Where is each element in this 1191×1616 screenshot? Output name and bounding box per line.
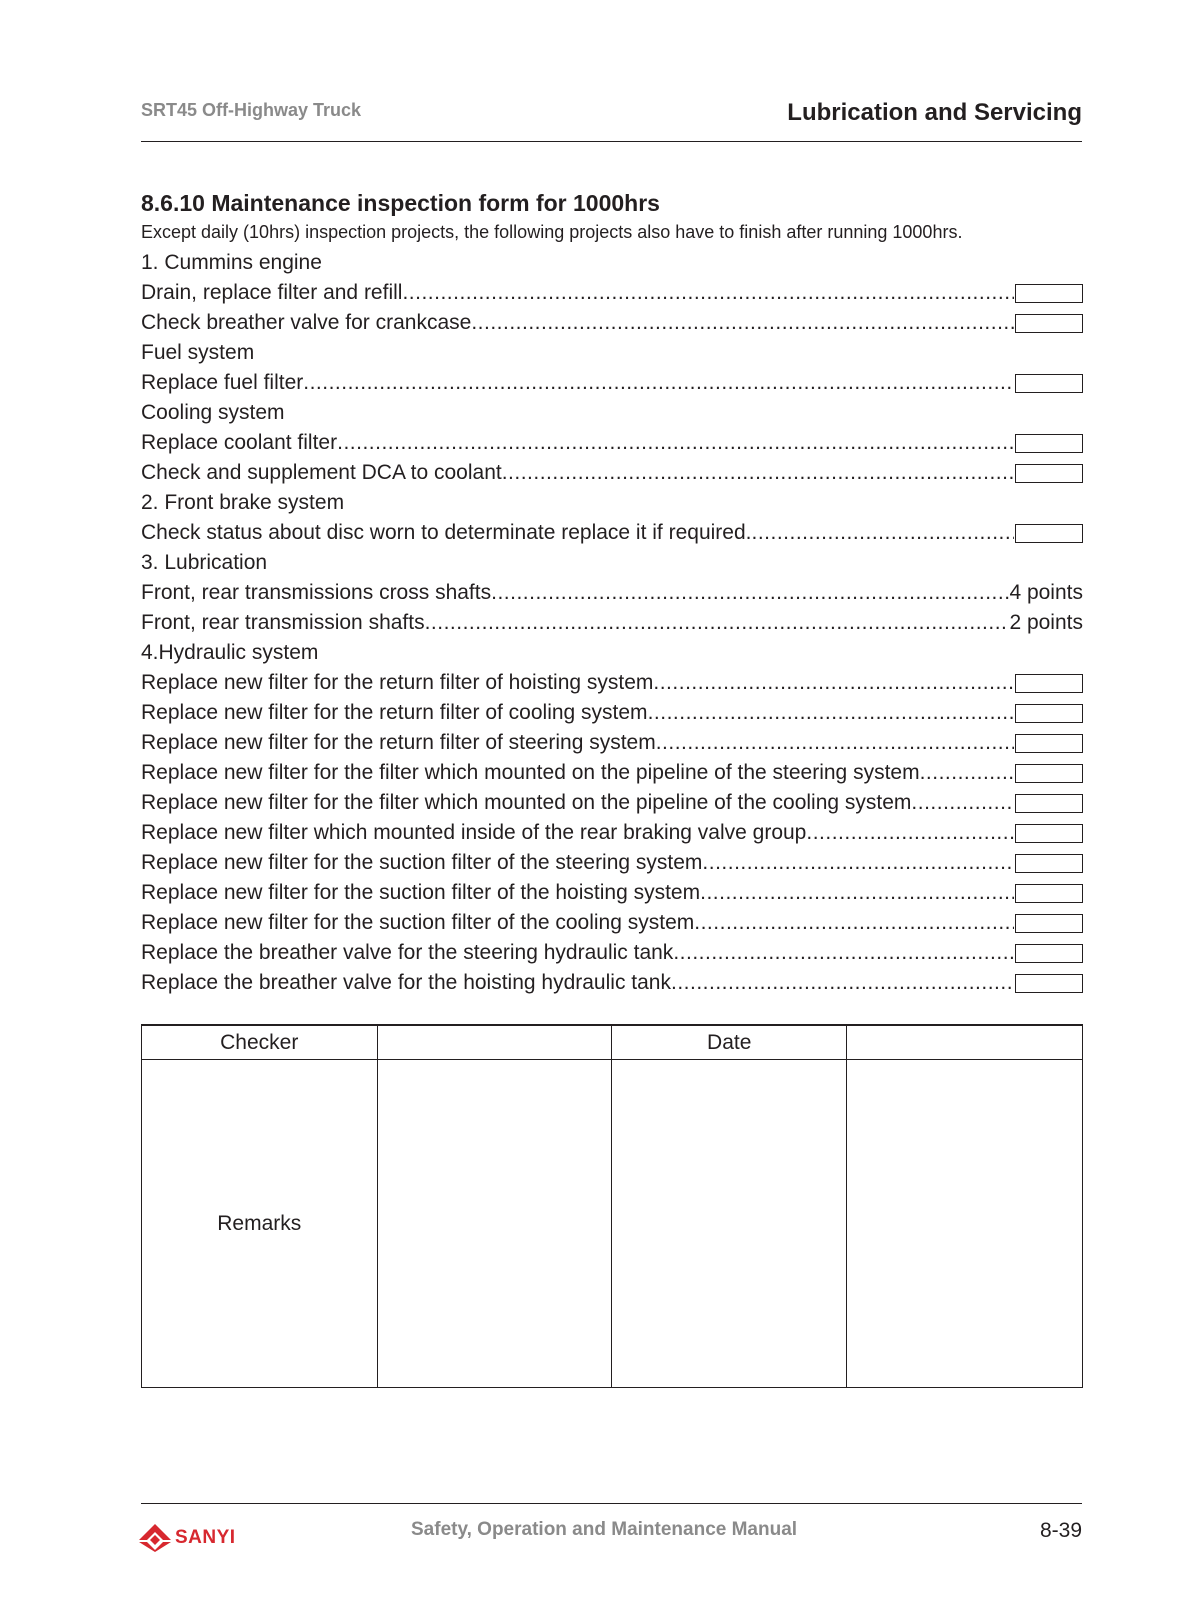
inspection-item	[141, 368, 1083, 398]
inspection-item	[141, 698, 1083, 728]
item-label: Replace new filter for the filter which mounted on the pipeline of the cooling system	[141, 791, 912, 814]
inspection-item	[141, 908, 1083, 938]
item-label: Replace the breather valve for the hoisting hydraulic tank	[141, 971, 671, 994]
remarks-label: Remarks	[142, 1060, 378, 1388]
dot-leader	[471, 308, 1014, 338]
check-box[interactable]	[1015, 914, 1083, 933]
group-heading	[141, 398, 1083, 428]
check-box[interactable]	[1015, 374, 1083, 393]
dot-leader	[806, 818, 1014, 848]
remarks-field-2[interactable]	[611, 1060, 847, 1388]
group-heading	[141, 248, 1083, 278]
dot-leader	[671, 968, 1014, 998]
inspection-item	[141, 848, 1083, 878]
dot-leader	[920, 758, 1014, 788]
inspection-item	[141, 458, 1083, 488]
check-box[interactable]	[1015, 974, 1083, 993]
group-heading	[141, 488, 1083, 518]
dot-leader	[702, 848, 1014, 878]
remarks-field-3[interactable]	[847, 1060, 1083, 1388]
dot-leader	[656, 728, 1014, 758]
page-number: 8-39	[1039, 1519, 1082, 1542]
dot-leader	[303, 368, 1014, 398]
inspection-item	[141, 878, 1083, 908]
item-label: Check and supplement DCA to coolant	[141, 461, 502, 484]
inspection-item	[141, 608, 1083, 638]
remarks-field-1[interactable]	[377, 1060, 611, 1388]
inspection-item	[141, 938, 1083, 968]
check-box[interactable]	[1015, 734, 1083, 753]
item-label: 3. Lubrication	[141, 551, 268, 574]
item-label: Replace new filter for the return filter of steering system	[141, 731, 656, 754]
signoff-table	[141, 1024, 1083, 1388]
dot-leader	[502, 458, 1014, 488]
item-label: Replace fuel filter	[141, 371, 304, 394]
item-label: Replace coolant filter	[141, 431, 338, 454]
dot-leader	[653, 668, 1014, 698]
check-box[interactable]	[1015, 794, 1083, 813]
check-box[interactable]	[1015, 704, 1083, 723]
dot-leader	[337, 428, 1014, 458]
date-label: Date	[611, 1025, 847, 1060]
signoff-row	[142, 1025, 1083, 1060]
inspection-item	[141, 308, 1083, 338]
section-title: 8.6.10 Maintenance inspection form for 1000hrs	[141, 190, 660, 216]
item-label: 2. Front brake system	[141, 491, 345, 514]
item-label: Replace new filter for the filter which mounted on the pipeline of the steering system	[141, 761, 920, 784]
inspection-item	[141, 788, 1083, 818]
dot-leader	[425, 608, 1010, 638]
check-box[interactable]	[1015, 854, 1083, 873]
date-field[interactable]	[847, 1025, 1083, 1060]
inspection-item	[141, 968, 1083, 998]
inspection-item	[141, 668, 1083, 698]
group-heading	[141, 638, 1083, 668]
inspection-list	[141, 248, 1083, 998]
check-box[interactable]	[1015, 764, 1083, 783]
inspection-item	[141, 758, 1083, 788]
item-label: Front, rear transmissions cross shafts	[141, 581, 492, 604]
item-label: 1. Cummins engine	[141, 251, 322, 274]
dot-leader	[648, 698, 1014, 728]
section-intro: Except daily (10hrs) inspection projects, the following projects also have to finish after running 1000hrs.	[141, 222, 963, 242]
inspection-item	[141, 578, 1083, 608]
inspection-item	[141, 728, 1083, 758]
check-box[interactable]	[1015, 314, 1083, 333]
item-label: Replace new filter which mounted inside of the rear braking valve group	[141, 821, 807, 844]
header-chapter: Lubrication and Servicing	[787, 99, 1082, 126]
brand-logo	[139, 1524, 236, 1552]
header-product: SRT45 Off-Highway Truck	[141, 100, 362, 120]
dot-leader	[911, 788, 1014, 818]
item-label: Replace new filter for the suction filter of the cooling system	[141, 911, 695, 934]
checker-field[interactable]	[377, 1025, 611, 1060]
item-value: 2 points	[1009, 611, 1083, 634]
footer-manual-title: Safety, Operation and Maintenance Manual	[411, 1519, 798, 1540]
item-value: 4 points	[1009, 581, 1083, 604]
item-label: 4.Hydraulic system	[141, 641, 319, 664]
header-rule	[141, 141, 1082, 142]
check-box[interactable]	[1015, 464, 1083, 483]
group-heading	[141, 338, 1083, 368]
inspection-item	[141, 278, 1083, 308]
dot-leader	[491, 578, 1009, 608]
footer-rule	[141, 1503, 1082, 1504]
dot-leader	[751, 518, 1014, 548]
item-label: Replace new filter for the suction filter of the hoisting system	[141, 881, 701, 904]
dot-leader	[700, 878, 1014, 908]
item-label: Cooling system	[141, 401, 285, 424]
item-label: Drain, replace filter and refill	[141, 281, 403, 304]
check-box[interactable]	[1015, 524, 1083, 543]
checker-label: Checker	[142, 1025, 378, 1060]
check-box[interactable]	[1015, 284, 1083, 303]
check-box[interactable]	[1015, 944, 1083, 963]
sanyi-logo-icon	[139, 1524, 171, 1552]
item-label: Check breather valve for crankcase	[141, 311, 472, 334]
item-label: Replace new filter for the suction filter of the steering system	[141, 851, 703, 874]
item-label: Replace new filter for the return filter of hoisting system	[141, 671, 654, 694]
group-heading	[141, 548, 1083, 578]
item-label: Replace new filter for the return filter of cooling system	[141, 701, 648, 724]
dot-leader	[694, 908, 1014, 938]
item-label: Replace the breather valve for the steering hydraulic tank	[141, 941, 674, 964]
remarks-row	[142, 1060, 1083, 1388]
brand-name: SANYI	[175, 1527, 236, 1548]
check-box[interactable]	[1015, 434, 1083, 453]
check-box[interactable]	[1015, 824, 1083, 843]
item-label: Front, rear transmission shafts	[141, 611, 425, 634]
inspection-item	[141, 818, 1083, 848]
inspection-item	[141, 518, 1083, 548]
dot-leader	[402, 278, 1014, 308]
inspection-item	[141, 428, 1083, 458]
dot-leader	[673, 938, 1014, 968]
item-label: Fuel system	[141, 341, 255, 364]
item-label: Check status about disc worn to determinate replace it if required.	[141, 521, 752, 544]
check-box[interactable]	[1015, 674, 1083, 693]
check-box[interactable]	[1015, 884, 1083, 903]
